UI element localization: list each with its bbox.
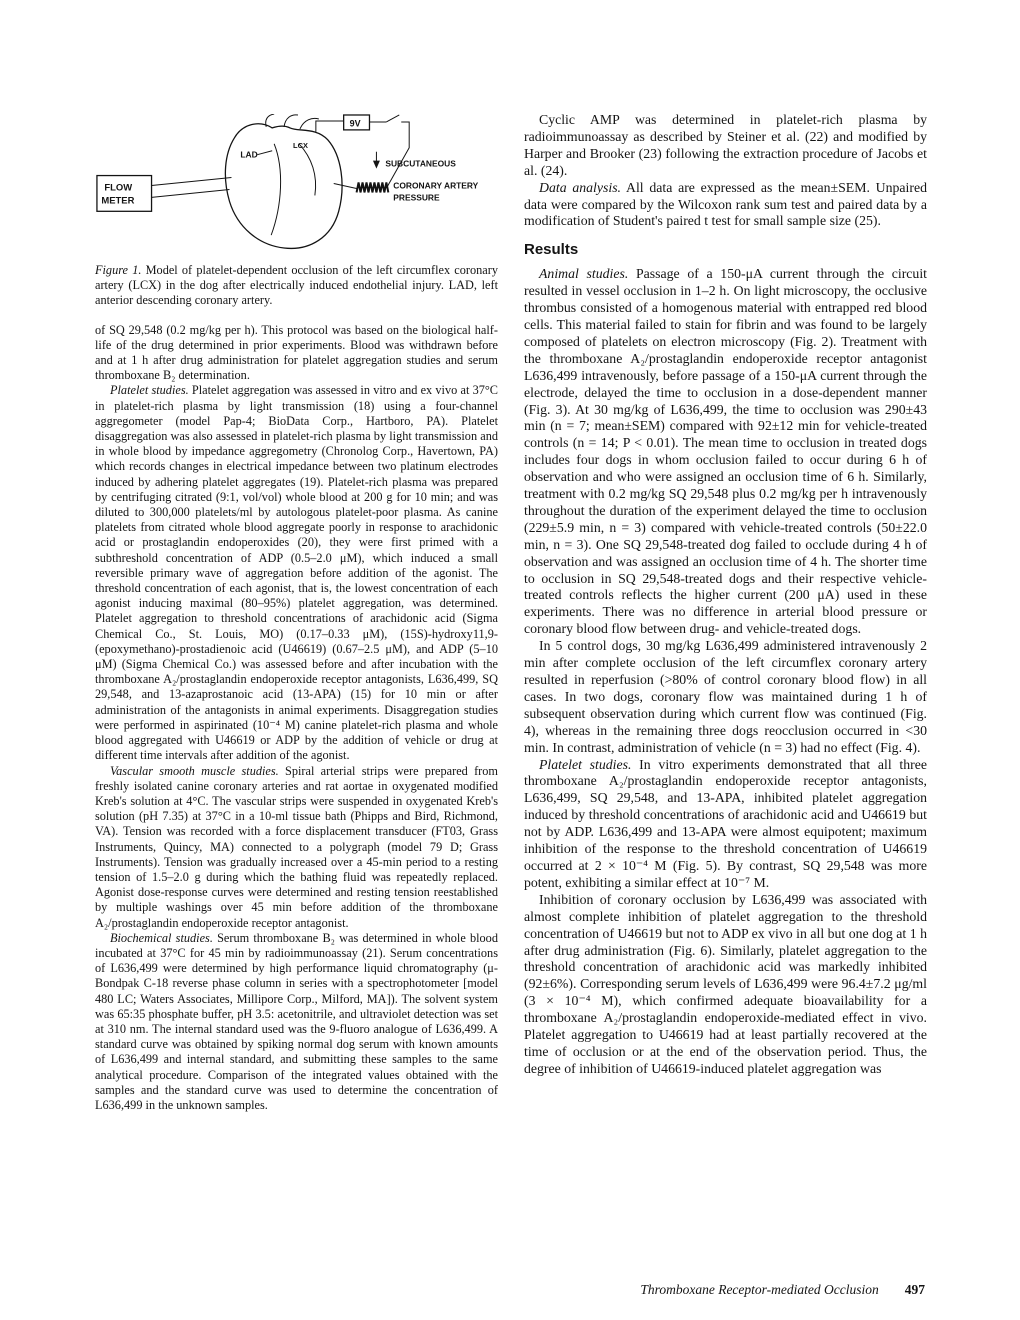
figure-1-diagram	[95, 114, 498, 253]
page-number: 497	[904, 1282, 925, 1297]
paragraph-lead: Vascular smooth muscle studies.	[110, 763, 279, 778]
flow-meter-label-1: FLOW	[104, 181, 133, 193]
paragraph: Biochemical studies. Serum thromboxane B₂ was determined in whole blood incubated at 37°C for 45 min by radioimmunoassay (21). Serum concentrations of L636,499 were determined by high performance liquid chromatography (μ-Bondpak C-18 reverse phase column in series with a spectrophotometer [model 480 LC; Waters Associates, Millipore Corp., Milford, MA]). The solvent system was 65:35 phosphate buffer, pH 3.5: acetonitrile, and ultraviolet detection was set at 310 nm. The internal standard used was the 9-fluoro analogue of L636,499. A standard curve was obtained by spiking normal dog serum with known amounts of L636,499 and internal standard, and submitting these samples to the same analytical procedure. Comparison of the integrated values obtained with the samples and the standard curve was used to determine the concentration of L636,499 in the unknown samples.	[95, 930, 498, 1112]
paragraph: Platelet studies. In vitro experiments demonstrated that all three thromboxane A₂/prostaglandin endoperoxide receptor antagonists, L636,499, SQ 29,548, and 13-APA, inhibited platelet aggregation induced by threshold concentrations of arachidonic acid and U46619 but not by ADP. L636,499 and 13-APA were almost equipotent; maximum inhibition of the response to the threshold concentration of U46619 occurred at 2 × 10⁻⁴ M (Fig. 5). By contrast, SQ 29,548 was more potent, exhibiting a similar effect at 10⁻⁷ M.	[524, 756, 927, 890]
lad-pointer-line	[257, 151, 272, 155]
results-heading: Results	[524, 241, 579, 259]
lcx-artery	[299, 144, 316, 196]
lad-artery	[271, 144, 280, 235]
paragraph: Inhibition of coronary occlusion by L636,499 was associated with almost complete inhibition of platelet aggregation to the threshold concentration of U46619 but not to ADP ex vivo in all but one dog at 1 h after drug administration (Fig. 6). Similarly, platelet aggregation to the threshold concentration of arachidonic acid was markedly inhibited (92±6%). Corresponding serum levels of L636,499 were 96.4±7.2 μg/ml (3 × 10⁻⁴ M), which confirmed adequate bioavailability for a thromboxane A₂/prostaglandin endoperoxide-mediated effect in vivo. Platelet aggregation to U46619 had at least partially recovered at the time of occlusion or at the end of the observation period. Thus, the degree of inhibition of U46619-induced platelet aggregation was	[524, 891, 927, 1076]
coil-electrode-icon	[357, 183, 389, 193]
subcutaneous-label: SUBCUTANEOUS	[385, 158, 456, 169]
page-footer	[522, 1282, 925, 1298]
paragraph: of SQ 29,548 (0.2 mg/kg per h). This protocol was based on the biological half-life of the drug determined in prior experiments. Blood was withdrawn before and at 1 h after drug administration for platelet aggregation studies and serum thromboxane B₂ determination.	[95, 322, 498, 383]
paragraph: Cyclic AMP was determined in platelet-rich plasma by radioimmunoassay as described by Steiner et al. (22) and modified by Harper and Brooker (23) following the extraction procedure of Jacobs et al. (24).	[524, 112, 927, 178]
running-title: Thromboxane Receptor-mediated Occlusion	[640, 1282, 879, 1297]
paragraph-lead: Data analysis.	[539, 179, 622, 195]
methods-paragraphs	[95, 323, 498, 1114]
pressure-label-2: PRESSURE	[393, 192, 440, 203]
paragraph-lead: Platelet studies.	[539, 756, 632, 772]
lcx-label: LCX	[293, 140, 308, 150]
vessel-sketch	[284, 115, 298, 127]
battery-label: 9V	[349, 118, 361, 129]
paragraph: Data analysis. All data are expressed as the mean±SEM. Unpaired data were compared by the Wilcoxon rank sum test and paired data by a modification of Student's paired t test for small sample size (25).	[524, 179, 927, 229]
lad-label: LAD	[240, 149, 258, 160]
figure-caption-text: Model of platelet-dependent occlusion of the left circumflex coronary artery (LCX) in the dog after electrically induced endothelial injury. LAD, left anterior descending coronary artery.	[95, 263, 498, 308]
circuit-wire-down	[387, 122, 409, 187]
heart-outline	[225, 124, 342, 249]
paragraph-lead: Biochemical studies.	[110, 930, 213, 945]
paragraph: In 5 control dogs, 30 mg/kg L636,499 administered intravenously 2 min after complete occlusion of the left circumflex coronary artery resulted in reperfusion (>80% of control coronary blood flow) in all cases. In two dogs, coronary flow was maintained during 1 h of subsequent observation during which current flow was continued (Fig. 4), whereas in the remaining three dogs reocclusion occurred in <30 min. In contrast, administration of vehicle (n = 3) had no effect (Fig. 4).	[524, 638, 927, 755]
right-column	[524, 112, 927, 1113]
paragraph: Animal studies. Passage of a 150-μA current through the circuit resulted in vessel occlusion in 1–2 h. On light microscopy, the occlusive thrombus consisted of a homogenous material with entrapped red blood cells. This material failed to stain for fibrin and was found to be largely composed of platelets on electron microscopy (Fig. 2). Treatment with the thromboxane A₂/prostaglandin endoperoxide receptor antagonist L636,499 intravenously, before passage of a 150-μA current through the electrode, delayed the time to occlusion in a dose-dependent manner (Fig. 3). At 30 mg/kg of L636,499, the time to occlusion was 290±43 min (n = 7; mean±SEM) compared with 92±12 min for vehicle-treated controls (n = 14; P < 0.01). The mean time to occlusion in treated dogs includes four dogs in whom occlusion failed to occur during 6 h of observation and who were assigned an occlusion time of 6 h. Similarly, treatment with 0.2 mg/kg SQ 29,548 plus 0.2 mg/kg per h intravenously throughout the duration of the experiment delayed the time to occlusion (229±5.9 min, n = 3) compared with vehicle-treated controls (50±22.0 min, n = 3). One SQ 29,548-treated dog failed to occlude during 4 h of observation and was assigned an occlusion time of 4 h. The shorter time to occlusion in SQ 29,548-treated dogs and their respective vehicle-treated controls reflects the higher current (200 μA) used in these experiments. There was no difference in arterial blood pressure or coronary blood flow between drug- and vehicle-treated dogs.	[524, 266, 927, 637]
figure-1	[95, 114, 498, 253]
paragraph-lead: Animal studies.	[539, 266, 629, 282]
two-column-layout	[95, 112, 927, 1113]
flow-meter-label-2: METER	[101, 194, 135, 206]
figure-caption-lead: Figure 1.	[95, 263, 142, 277]
methods-continued-paragraphs	[524, 112, 927, 230]
paragraph: Vascular smooth muscle studies. Spiral arterial strips were prepared from freshly isolated canine coronary arteries and rat aortae in oxygenated modified Kreb's solution at 4°C. The vascular strips were suspended in oxygenated Kreb's solution (pH 7.35) at 37°C in a 10-ml tissue bath (Phipps and Bird, Richmond, VA). Tension was recorded with a force displacement transducer (FT03, Grass Instruments, Quincy, MA) connected to a polygraph (model 79 D; Grass Instruments). Tension was gradually increased over a 45-min period to a resting tension of 1.5–2.0 g during which the bathing fluid was repeatedly replaced. Agonist dose-response curves were determined and resting tension reestablished by multiple washings over 45 min before addition of the thromboxane A₂/prostaglandin endoperoxide receptor antagonist.	[95, 763, 498, 930]
coil-to-heart-wire	[334, 184, 357, 189]
subcutaneous-arrowhead	[373, 161, 380, 169]
paragraph: Platelet studies. Platelet aggregation was assessed in vitro and ex vivo at 37°C in platelet-rich plasma by light transmission (18) using a four-channel aggregometer (model Pap-4; BioData Corp., Hartboro, PA). Platelet disaggregation was also assessed in platelet-rich plasma by light transmission and in whole blood by impedance aggregometry (Chronolog Corp., Havertown, PA) which records changes in electrical impedance between two platinum electrodes induced by adhering platelet aggregates (19). Platelet-rich plasma was prepared by centrifuging citrated (9:1, vol/vol) whole blood at 200 g for 10 min; and was diluted to 300,000 platelets/ml by autologous platelet-poor plasma. As canine platelets from citrated whole blood aggregate poorly in response to arachidonic acid or prostaglandin endoperoxides (20), they were first primed with a subthreshold concentration of ADP (0.5–2.0 μM), which induced a small reversible primary wave of aggregation before addition of the agonist. The threshold concentration of each agonist, that is, the lowest concentration of each agonist inducing maximal (80–95%) platelet aggregation, was determined. Platelet aggregation to threshold concentrations of arachidonic acid (Sigma Chemical Co., St. Louis, MO) (0.17–0.33 μM), (15S)-hydroxy11,9-(epoxymethano)-prostadienoic acid (U46619) (0.67–2.5 μM), and ADP (5–10 μM) (Sigma Chemical Co.) was assessed before and after incubation with the thromboxane A₂/prostaglandin endoperoxide receptor antagonists, L636,499, SQ 29,548, and 13-azaprostanoic acid (13-APA) (15) for 10 min or after administration of the antagonists in animal experiments. Disaggregation studies were performed in aspirinated (10⁻⁴ M) canine platelet-rich plasma and whole blood aggregated with U46619 or ADP by the addition of vehicle or drug at different time intervals after addition of the agonist.	[95, 383, 498, 763]
flow-meter-wire	[152, 189, 230, 197]
switch-icon	[386, 115, 399, 122]
left-column	[95, 112, 498, 1113]
pressure-label-1: CORONARY ARTERY	[393, 180, 479, 191]
results-paragraphs	[524, 266, 927, 1078]
paragraph-lead: Platelet studies.	[110, 383, 189, 398]
electrode-wire	[316, 121, 344, 132]
flow-meter-wire	[152, 178, 232, 186]
figure-1-caption	[95, 263, 498, 309]
